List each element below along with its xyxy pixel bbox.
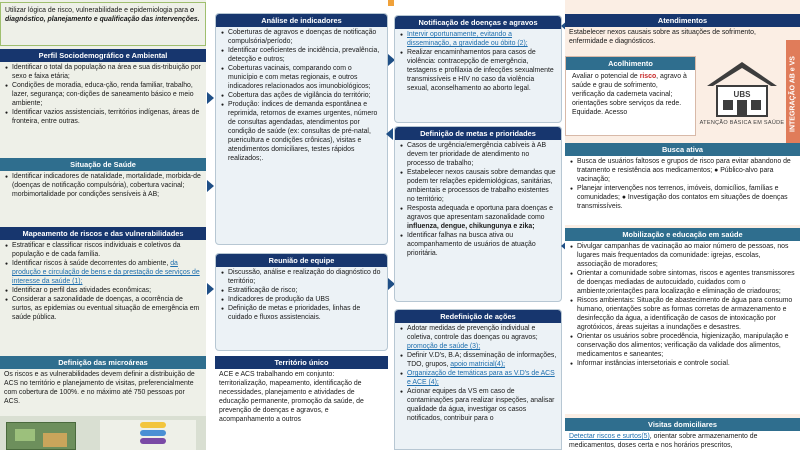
list-item: ● Identificar o total da população na área e sua dis-tribuição por sexo e faixa etária; — [4, 64, 202, 82]
list-item — [399, 370, 557, 388]
arrow-right-icon — [207, 92, 214, 104]
list-item: ● Informar instâncias intersetoriais e controle social. — [569, 360, 796, 369]
notif-title: Notificação de doenças e agravos — [395, 16, 561, 29]
list-item: ● Considerar a sazonalidade de doenças, a ocorrência de surtos, as epidemias ou eventual situação de emergência em saúde pública. — [4, 296, 202, 323]
list-item: ● Definição de metas e prioridades, linhas de cuidado e fluxos assistenciais. — [220, 305, 383, 323]
acolh-text: Avaliar o potencial de risco, agravo à saúde e grau de sofrimento, verificação da caderneta vacinal; orientações sobre serviços da rede. Equidade. Acesso — [572, 73, 687, 117]
figure-strip — [0, 416, 206, 450]
list-item — [399, 31, 557, 49]
link-promocao-saude[interactable]: promoção de saúde (3); — [407, 343, 481, 351]
notif-section — [394, 15, 562, 123]
list-item: ● Orientar a comunidade sobre sintomas, riscos e agentes transmissores de doenças mediadas de autocuidado, cuidados com o ambiente;orientações para localização e eliminação de criadouros; — [569, 270, 796, 297]
mobil-title: Mobilização e educação em saúde — [565, 228, 800, 241]
visitas-section — [565, 418, 800, 450]
mapeamento-list — [0, 240, 206, 325]
saude-section — [0, 158, 206, 224]
busca-section — [565, 143, 800, 225]
atend-section — [565, 14, 800, 54]
micro-title: Definição das microáreas — [0, 356, 206, 369]
mobil-section — [565, 228, 800, 414]
metas-section — [394, 126, 562, 302]
list-item: ● Indicadores de produção da UBS — [220, 296, 383, 305]
layers-diagram — [100, 420, 196, 450]
list-item: ● Condições de moradia, educa-ção, renda familiar, trabalho, lazer, segurança; con-dições de saneamento básico e meio ambiente; — [4, 82, 202, 109]
list-item: ● Adotar medidas de prevenção individual e coletiva, controle das doenças ou agravos; promoção de saúde (3); — [399, 325, 557, 352]
intro-text: Utilizar lógica de risco, vulnerabilidade e epidemiologia para o diagnóstico, planejamento e qualificação das intervenções. — [5, 7, 200, 23]
list-item: ● Produção: índices de demanda espontânea e reprimida, retornos de exames urgentes, número de consultas agendadas, atendimentos por condição de saúde (ex: consultas de pré-natal, puericultura e condições crônicas), visitas e atendimentos domiciliares, testes rápidos realizados;. — [220, 101, 383, 164]
reuniao-title: Reunião de equipe — [216, 254, 387, 267]
list-item: ● Identificar o perfil das atividades econômicas; — [4, 287, 202, 296]
link-apoio-matricial[interactable]: apoio matricial(4); — [450, 361, 506, 369]
notif-list — [395, 29, 561, 96]
ubs-caption: ATENÇÃO BÁSICA EM SAÚDE — [699, 120, 785, 126]
busca-list — [565, 156, 800, 214]
link-detectar-riscos[interactable]: Detectar riscos e surtos(5) — [569, 433, 650, 441]
intro-box — [0, 2, 206, 46]
link-organizacao-tematicas[interactable]: Organização de temáticas para as V.D's de ACS e ACE (4); — [407, 370, 555, 387]
list-item: ● Busca de usuários faltosos e grupos de risco para evitar abandono de tratamento e resistência aos medicamentos; ● Público-alvo para vacinação; — [569, 158, 796, 185]
list-item: ● Orientar os usuários sobre procedência, higienização, manipulação e conservação dos alimentos; verificação da validade dos alimentos, medicamentos e saneantes; — [569, 333, 796, 360]
territorio-text: ACE e ACS trabalhando em conjunto: territorialização, mapeamento, identificação de necessidades, planejamento e atividades de educação permanente, promoção da saúde, de prevenção de doenças e agravos, e acompanhamento a outros — [219, 371, 364, 424]
arrow-right-icon — [207, 283, 214, 295]
side-band — [786, 40, 800, 148]
list-item: ● Definir V.D's, B.A; disseminação de informações, TDO, grupos, apoio matricial(4); — [399, 352, 557, 370]
territorio-title: Território único — [215, 356, 388, 369]
list-item: ● Resposta adequada e oportuna para doenças e agravos que apresentam sazonalidade como influenza, dengue, chikungunya e zika; — [399, 205, 557, 232]
territorio-section — [215, 356, 388, 450]
saude-list — [0, 171, 206, 202]
perfil-title: Perfil Sociodemográfico e Ambiental — [0, 49, 206, 62]
busca-title: Busca ativa — [565, 143, 800, 156]
redef-title: Redefinição de ações — [395, 310, 561, 323]
saude-title: Situação de Saúde — [0, 158, 206, 171]
micro-section — [0, 356, 206, 414]
analise-column — [215, 0, 388, 450]
list-item: ● Divulgar campanhas de vacinação ao maior número de pessoas, nos lugares mais frequentados da comunidade: igrejas, escolas, associação de moradores; — [569, 243, 796, 270]
acolh-section — [565, 56, 696, 136]
mapeamento-section — [0, 227, 206, 353]
list-item: ● Acionar equipes da VS em caso de contaminações para realizar inspeções, analisar qualidade da água, investigar os casos notificados, contribuir para o — [399, 388, 557, 424]
analise-list — [216, 27, 387, 166]
list-item: ● Estabelecer nexos causais sobre demandas que podem ter relações epidemiológicas, sanitárias, ambientais e processos de trabalho existentes no território; — [399, 169, 557, 205]
mobil-list — [565, 241, 800, 371]
arrow-right-icon — [207, 180, 214, 192]
visitas-text: Detectar riscos e surtos(5), orientar sobre armazenamento de medicamentos, doses certa e nos horários prescritos, — [569, 433, 758, 450]
list-item: ● Planejar intervenções nos terrenos, imóveis, domicílios, famílias e comunidades; ● Investigação dos contatos em situações de doenças transmissíveis. — [569, 185, 796, 212]
arrow-left-icon — [386, 128, 393, 140]
list-item: ● Coberturas vacinais, comparando com o município e com metas regionais, e outros indicadores relacionados aos imunobiológicos; — [220, 65, 383, 92]
list-item: ● Identificar coeficientes de incidência, prevalência, detecção e outros; — [220, 47, 383, 65]
link-intervir[interactable]: Intervir oportunamente, evitando a disseminação, a gravidade ou óbito (2); — [407, 31, 528, 48]
redef-section — [394, 309, 562, 450]
link-riscos-ambiente[interactable]: da produção e circulação de bens e da prestação de serviços de interesse da saúde (1); — [12, 260, 200, 286]
perfil-section — [0, 49, 206, 154]
perfil-list — [0, 62, 206, 129]
list-item: ● Identificar vazios assistenciais, territórios indígenas, áreas de fronteira, entre outras. — [4, 109, 202, 127]
list-item: ● Estratificação de risco; — [220, 287, 383, 296]
list-item: ● Identificar falhas na busca ativa ou acompanhamento de usuários de atuação prioritária. — [399, 232, 557, 259]
visitas-title: Visitas domiciliares — [565, 418, 800, 431]
redef-list — [395, 323, 561, 426]
micro-text: Os riscos e as vulnerabilidades devem definir a distribuição de ACS no território e planejamento de visitas, preferencialmente com cobertura de 100%. e no máximo até 750 pessoas por ACS. — [4, 371, 195, 406]
list-item: ● Cobertura das ações de vigilância do território; — [220, 92, 383, 101]
analise-title: Análise de indicadores — [216, 14, 387, 27]
metas-title: Definição de metas e prioridades — [395, 127, 561, 140]
list-item: ● Identificar indicadores de natalidade, mortalidade, morbida-de (doenças de notificação compulsória), cobertura vacinal; morbimortalidade por condições sensíveis à AB; — [4, 173, 202, 200]
side-label: INTEGRAÇÃO AB e VS — [789, 56, 797, 132]
list-item: ● Estratificar e classificar riscos individuais e coletivos da população e de cada família. — [4, 242, 202, 260]
list-item: ● Riscos ambientais: Situação de abastecimento de água para consumo humano, orientações sobre as formas corretas de armazenamento e desinfecção da água, a identificação de casos de intoxicação por agrotóxicos, áreas sujeitas a inundações e desastres. — [569, 297, 796, 333]
acoes-column — [394, 0, 562, 450]
list-item: ● Discussão, análise e realização do diagnóstico do território; — [220, 269, 383, 287]
atencao-basica-column — [565, 0, 800, 450]
vigilancia-column — [0, 0, 206, 450]
atend-text: Estabelecer nexos causais sobre as situações de sofrimento, enfermidade e diagnósticos. — [569, 29, 756, 46]
list-item: ● Casos de urgência/emergência cabíveis à AB devem ter prioridade de atendimento no processo de trabalho; — [399, 142, 557, 169]
acolh-title: Acolhimento — [566, 57, 695, 70]
list-item: ● Identificar riscos à saúde decorrentes do ambiente, da produção e circulação de bens e da prestação de serviços de interesse da saúde (1); — [4, 260, 202, 287]
atend-title: Atendimentos — [565, 14, 800, 27]
list-item: ● Realizar encaminhamentos para casos de violência: contracepção de emergência, testagens e profilaxia de infecções sexualmente transmissíveis e HIV no caso da violência sexual, aconselhamento ao aborto legal. — [399, 49, 557, 94]
mapeamento-title: Mapeamento de riscos e das vulnerabilidades — [0, 227, 206, 240]
map-thumbnail — [6, 422, 76, 450]
reuniao-section — [215, 253, 388, 351]
metas-list — [395, 140, 561, 261]
analise-section — [215, 13, 388, 245]
ubs-label: UBS — [733, 90, 751, 99]
list-item: ● Coberturas de agravos e doenças de notificação compulsória/período; — [220, 29, 383, 47]
reuniao-list — [216, 267, 387, 325]
ubs-illustration — [699, 56, 785, 136]
